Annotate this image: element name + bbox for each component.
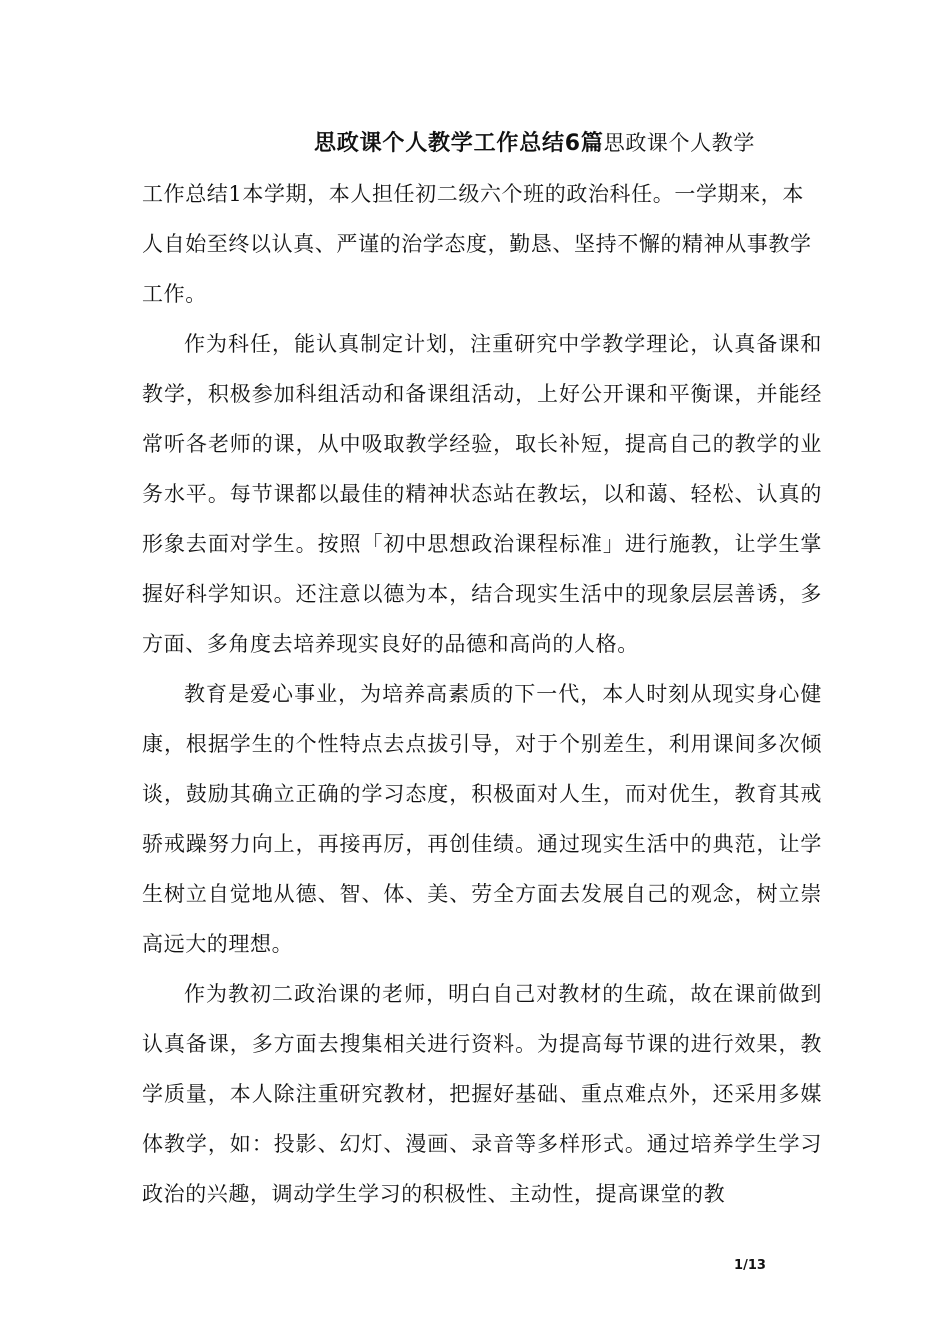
title-line	[142, 118, 822, 169]
paragraph-3: 作为教初二政治课的老师，明白自己对教材的生疏，故在课前做到认真备课，多方面去搜集相关进行资料。为提高每节课的进行效果，教学质量，本人除注重研究教材，把握好基础、重点难点外，还采用多媒体教学，如：投影、幻灯、漫画、录音等多样形式。通过培养学生学习政治的兴趣，调动学生学习的积极性、主动性，提高课堂的教	[142, 982, 822, 1206]
document-body	[142, 118, 822, 1219]
page-number: 1/13	[734, 1258, 766, 1273]
document-title: 思政课个人教学工作总结6篇	[314, 131, 604, 156]
title-block	[142, 118, 822, 319]
first-paragraph: 工作总结1本学期，本人担任初二级六个班的政治科任。一学期来，本人自始至终以认真、严谨的治学态度，勤恳、坚持不懈的精神从事教学工作。	[142, 182, 812, 306]
title-tail: 思政课个人教学	[603, 131, 755, 155]
paragraph-2: 教育是爱心事业，为培养高素质的下一代，本人时刻从现实身心健康，根据学生的个性特点去点拔引导，对于个别差生，利用课间多次倾谈，鼓励其确立正确的学习态度，积极面对人生，而对优生，教育其戒骄戒躁努力向上，再接再厉，再创佳绩。通过现实生活中的典范，让学生树立自觉地从德、智、体、美、劳全方面去发展自己的观念，树立崇高远大的理想。	[142, 682, 822, 956]
paragraph-1: 作为科任，能认真制定计划，注重研究中学教学理论，认真备课和教学，积极参加科组活动和备课组活动，上好公开课和平衡课，并能经常听各老师的课，从中吸取教学经验，取长补短，提高自己的教学的业务水平。每节课都以最佳的精神状态站在教坛，以和蔼、轻松、认真的形象去面对学生。按照「初中思想政治课程标准」进行施教，让学生掌握好科学知识。还注意以德为本，结合现实生活中的现象层层善诱，多方面、多角度去培养现实良好的品德和高尚的人格。	[142, 332, 822, 656]
